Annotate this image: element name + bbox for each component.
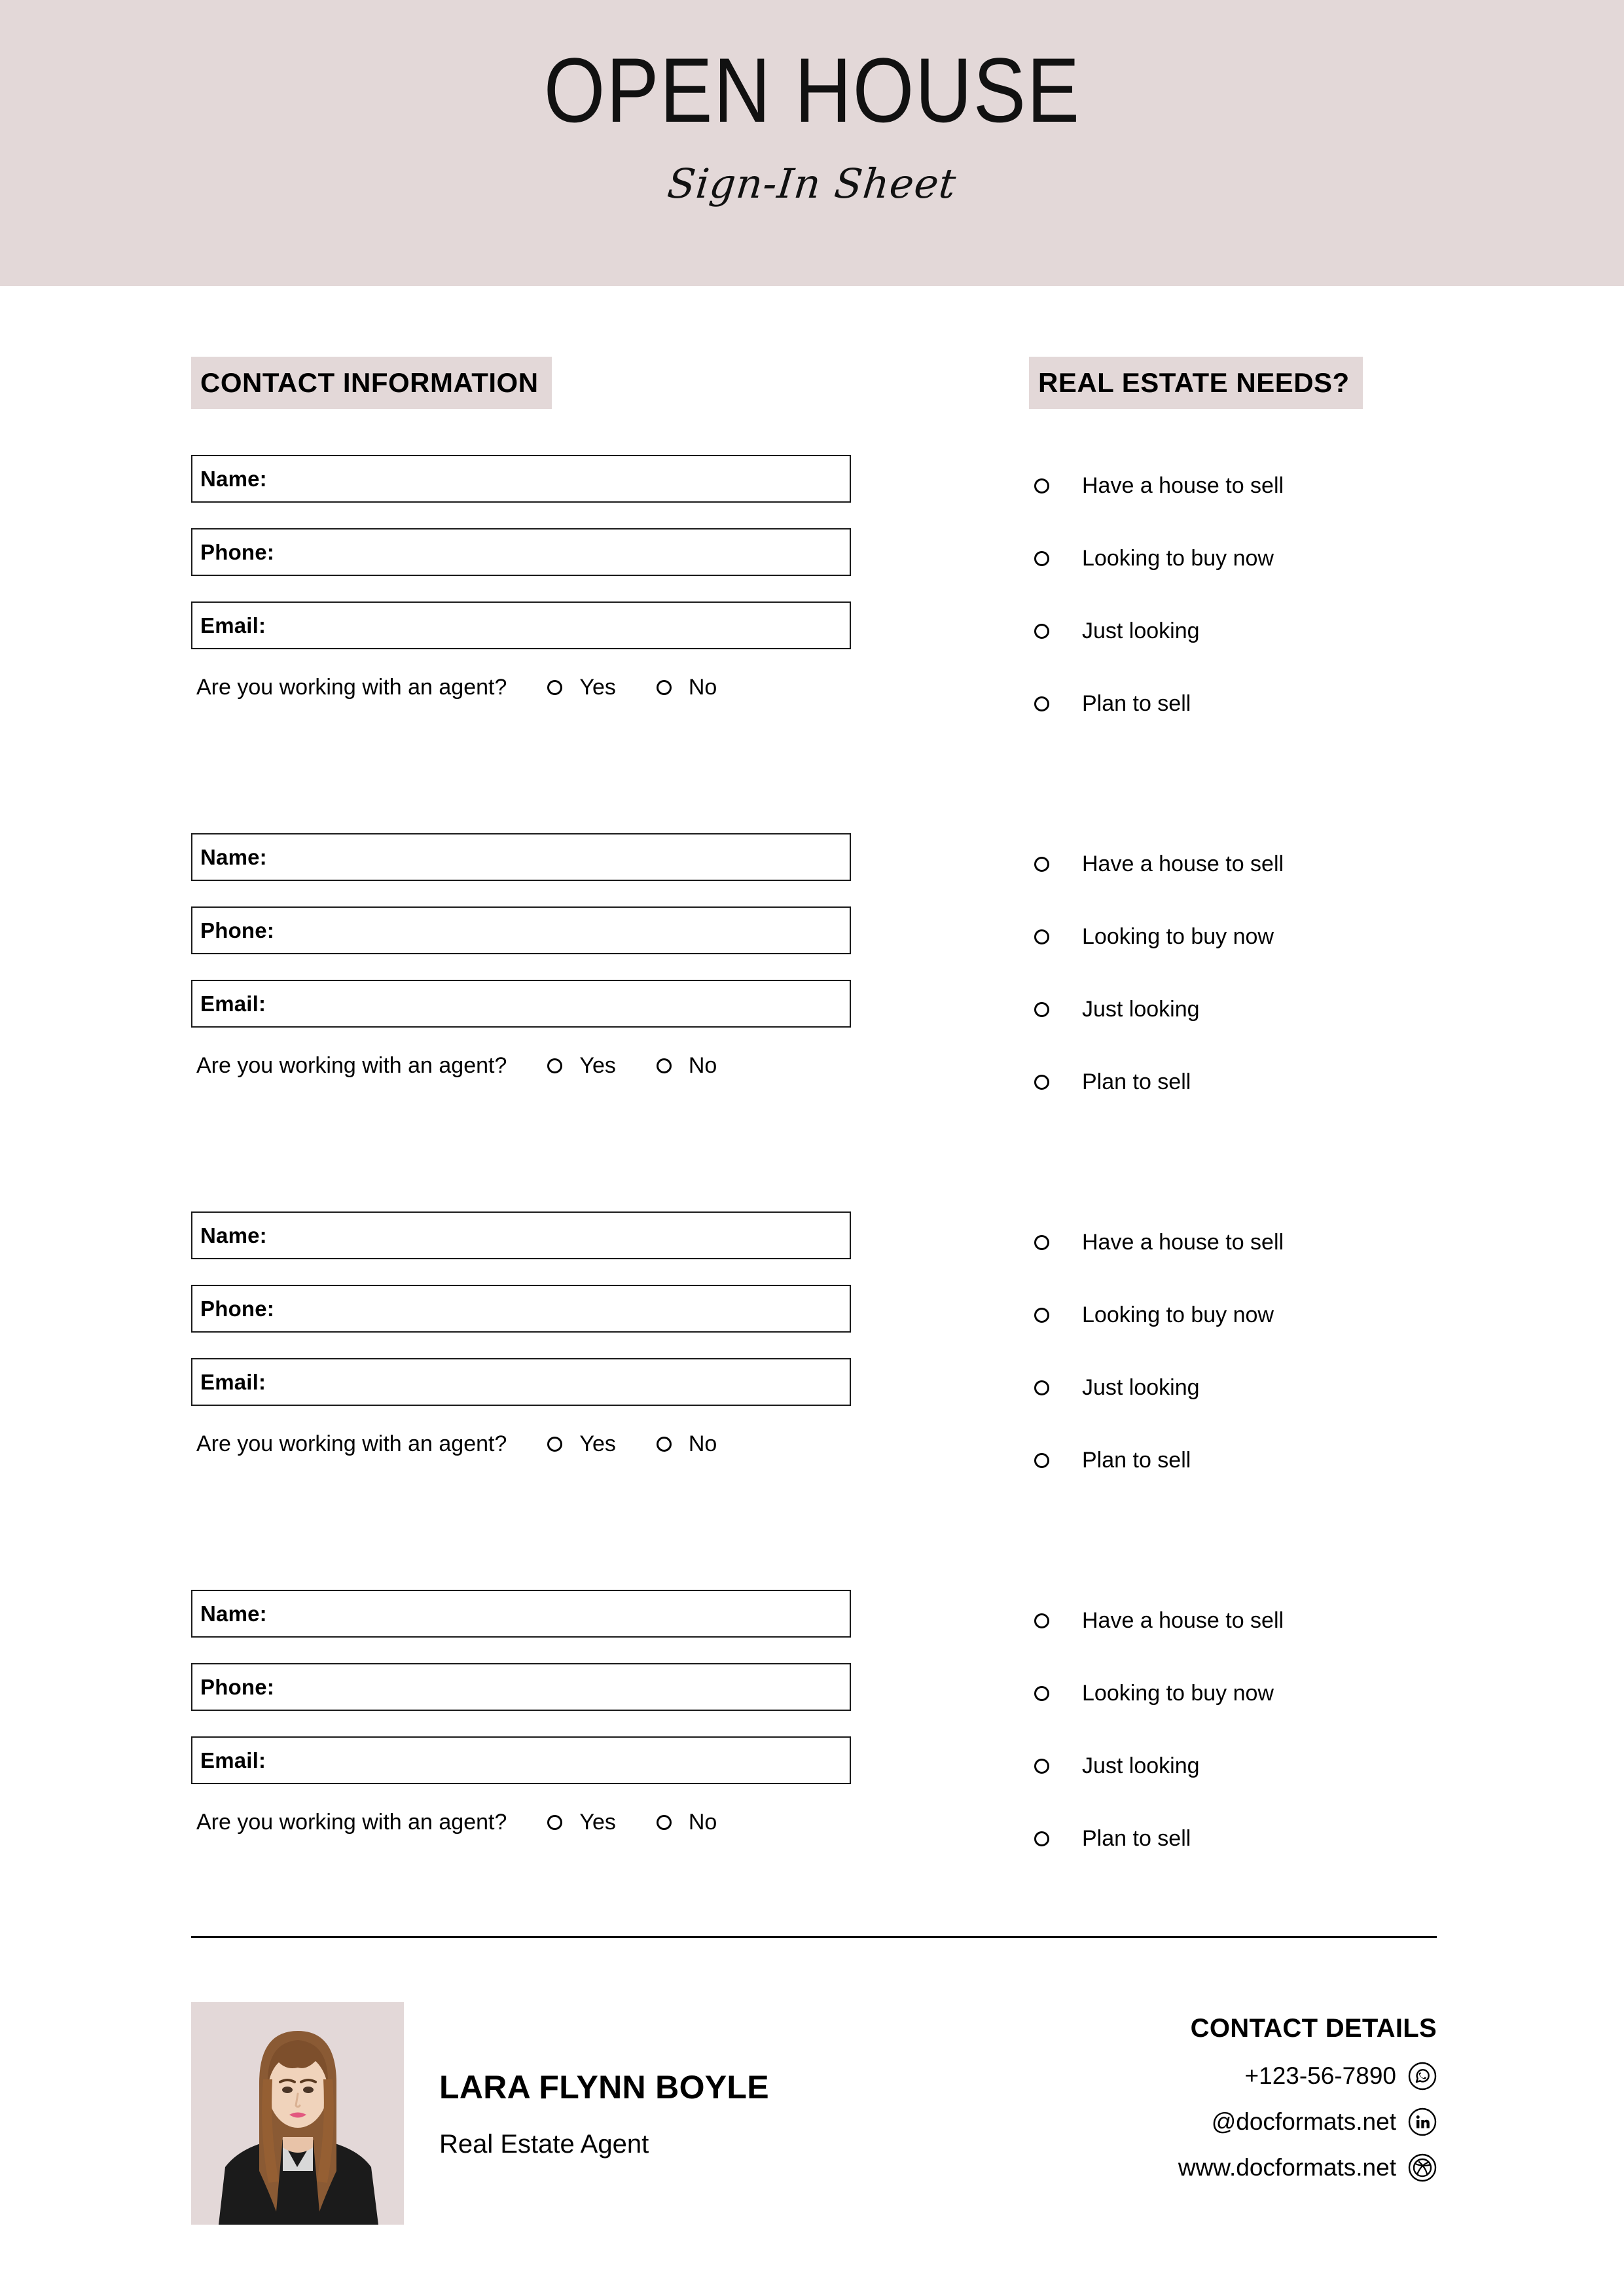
agent-no-label: No — [688, 1810, 717, 1835]
phone-field-3[interactable] — [191, 1285, 851, 1333]
email-label: Email: — [200, 991, 266, 1016]
section-heading-real-estate-needs: REAL ESTATE NEEDS? — [1029, 357, 1363, 409]
contact-details — [1178, 2014, 1437, 2182]
need-option-2-2[interactable] — [1034, 901, 1492, 973]
need-option-4-2[interactable] — [1034, 1657, 1492, 1730]
footer-divider — [191, 1936, 1437, 1938]
need-option-1-2[interactable] — [1034, 522, 1492, 595]
radio-circle-icon[interactable] — [1034, 1759, 1049, 1774]
email-field-1[interactable] — [191, 601, 851, 649]
agent-no-option-2[interactable] — [657, 1053, 717, 1079]
radio-circle-icon[interactable] — [547, 680, 562, 695]
agent-yes-option-1[interactable] — [547, 675, 615, 700]
whatsapp-icon[interactable] — [1408, 2062, 1437, 2090]
linkedin-icon[interactable] — [1408, 2108, 1437, 2136]
name-label: Name: — [200, 466, 267, 491]
agent-question-row-4 — [191, 1810, 851, 1835]
contact-handle-row[interactable] — [1178, 2108, 1437, 2136]
radio-circle-icon[interactable] — [1034, 624, 1049, 639]
agent-question-label: Are you working with an agent? — [196, 1431, 507, 1456]
contact-phone-row[interactable] — [1178, 2062, 1437, 2090]
page-subtitle: Sign-In Sheet — [665, 160, 959, 207]
radio-circle-icon[interactable] — [657, 1437, 672, 1452]
phone-label: Phone: — [200, 1296, 275, 1321]
page-footer — [0, 1988, 1624, 2263]
email-label: Email: — [200, 1748, 266, 1772]
radio-circle-icon[interactable] — [1034, 1002, 1049, 1017]
radio-circle-icon[interactable] — [657, 1815, 672, 1830]
contact-phone-text: +123-56-7890 — [1244, 2062, 1396, 2089]
email-label: Email: — [200, 1369, 266, 1394]
needs-group-1 — [1034, 450, 1492, 740]
name-field-1[interactable] — [191, 455, 851, 503]
agent-yes-option-2[interactable] — [547, 1053, 615, 1079]
dribbble-icon[interactable] — [1408, 2153, 1437, 2182]
need-option-label: Just looking — [1082, 1375, 1200, 1400]
contact-group-3 — [191, 1211, 851, 1457]
need-option-label: Have a house to sell — [1082, 1608, 1284, 1633]
phone-label: Phone: — [200, 539, 275, 564]
radio-circle-icon[interactable] — [1034, 1831, 1049, 1846]
radio-circle-icon[interactable] — [1034, 696, 1049, 711]
radio-circle-icon[interactable] — [1034, 1686, 1049, 1701]
agent-info — [439, 2068, 769, 2159]
need-option-1-1[interactable] — [1034, 450, 1492, 522]
need-option-label: Looking to buy now — [1082, 546, 1274, 571]
need-option-label: Looking to buy now — [1082, 1302, 1274, 1327]
agent-question-label: Are you working with an agent? — [196, 675, 507, 700]
agent-yes-option-4[interactable] — [547, 1810, 615, 1835]
need-option-2-3[interactable] — [1034, 973, 1492, 1046]
contact-details-title: CONTACT DETAILS — [1190, 2014, 1437, 2043]
radio-circle-icon[interactable] — [547, 1815, 562, 1830]
phone-label: Phone: — [200, 1674, 275, 1699]
agent-yes-label: Yes — [579, 1431, 616, 1456]
agent-yes-option-3[interactable] — [547, 1431, 615, 1457]
radio-circle-icon[interactable] — [1034, 1235, 1049, 1250]
email-field-2[interactable] — [191, 980, 851, 1028]
phone-label: Phone: — [200, 918, 275, 942]
needs-group-2 — [1034, 828, 1492, 1119]
agent-question-label: Are you working with an agent? — [196, 1810, 507, 1835]
need-option-label: Looking to buy now — [1082, 924, 1274, 949]
agent-no-option-4[interactable] — [657, 1810, 717, 1835]
need-option-1-3[interactable] — [1034, 595, 1492, 668]
radio-circle-icon[interactable] — [1034, 1380, 1049, 1395]
needs-group-3 — [1034, 1206, 1492, 1497]
agent-name: LARA FLYNN BOYLE — [439, 2068, 769, 2106]
agent-question-row-2 — [191, 1053, 851, 1079]
sheet-body — [0, 286, 1624, 2296]
radio-circle-icon[interactable] — [1034, 1308, 1049, 1323]
radio-circle-icon[interactable] — [657, 1058, 672, 1073]
need-option-label: Just looking — [1082, 1753, 1200, 1778]
radio-circle-icon[interactable] — [547, 1437, 562, 1452]
name-label: Name: — [200, 1601, 267, 1626]
need-option-3-4[interactable] — [1034, 1424, 1492, 1497]
need-option-label: Looking to buy now — [1082, 1681, 1274, 1706]
radio-circle-icon[interactable] — [1034, 478, 1049, 493]
radio-circle-icon[interactable] — [547, 1058, 562, 1073]
agent-question-row-3 — [191, 1431, 851, 1457]
name-label: Name: — [200, 844, 267, 869]
contact-group-1 — [191, 455, 851, 700]
agent-question-row-1 — [191, 675, 851, 700]
need-option-3-3[interactable] — [1034, 1352, 1492, 1424]
need-option-4-3[interactable] — [1034, 1730, 1492, 1803]
need-option-label: Have a house to sell — [1082, 1230, 1284, 1255]
page-header — [0, 0, 1624, 286]
need-option-4-1[interactable] — [1034, 1585, 1492, 1657]
email-label: Email: — [200, 613, 266, 637]
name-field-4[interactable] — [191, 1590, 851, 1638]
agent-yes-label: Yes — [579, 1810, 616, 1835]
radio-circle-icon[interactable] — [1034, 1075, 1049, 1090]
agent-no-label: No — [688, 1431, 717, 1456]
need-option-2-4[interactable] — [1034, 1046, 1492, 1119]
phone-field-4[interactable] — [191, 1663, 851, 1711]
name-label: Name: — [200, 1223, 267, 1247]
agent-no-option-1[interactable] — [657, 675, 717, 700]
need-option-3-2[interactable] — [1034, 1279, 1492, 1352]
section-heading-contact-information: CONTACT INFORMATION — [191, 357, 552, 409]
need-option-label: Plan to sell — [1082, 691, 1191, 716]
need-option-label: Just looking — [1082, 619, 1200, 643]
name-field-3[interactable] — [191, 1211, 851, 1259]
need-option-4-4[interactable] — [1034, 1803, 1492, 1875]
agent-card — [191, 2002, 769, 2225]
contact-website-row[interactable] — [1178, 2153, 1437, 2182]
agent-question-label: Are you working with an agent? — [196, 1053, 507, 1078]
email-field-4[interactable] — [191, 1736, 851, 1784]
need-option-label: Just looking — [1082, 997, 1200, 1022]
need-option-label: Have a house to sell — [1082, 473, 1284, 498]
need-option-label: Plan to sell — [1082, 1448, 1191, 1473]
need-option-3-1[interactable] — [1034, 1206, 1492, 1279]
need-option-label: Plan to sell — [1082, 1069, 1191, 1094]
radio-circle-icon[interactable] — [1034, 1613, 1049, 1628]
need-option-2-1[interactable] — [1034, 828, 1492, 901]
agent-role: Real Estate Agent — [439, 2129, 649, 2159]
agent-no-label: No — [688, 1053, 717, 1078]
need-option-label: Have a house to sell — [1082, 852, 1284, 876]
phone-field-2[interactable] — [191, 906, 851, 954]
radio-circle-icon[interactable] — [1034, 929, 1049, 944]
agent-no-option-3[interactable] — [657, 1431, 717, 1457]
email-field-3[interactable] — [191, 1358, 851, 1406]
name-field-2[interactable] — [191, 833, 851, 881]
need-option-1-4[interactable] — [1034, 668, 1492, 740]
need-option-label: Plan to sell — [1082, 1826, 1191, 1851]
radio-circle-icon[interactable] — [657, 680, 672, 695]
radio-circle-icon[interactable] — [1034, 1453, 1049, 1468]
agent-no-label: No — [688, 675, 717, 700]
radio-circle-icon[interactable] — [1034, 857, 1049, 872]
contact-group-4 — [191, 1590, 851, 1835]
agent-yes-label: Yes — [579, 675, 616, 700]
contact-group-2 — [191, 833, 851, 1079]
contact-handle-text: @docformats.net — [1211, 2108, 1396, 2135]
needs-group-4 — [1034, 1585, 1492, 1875]
contact-website-text: www.docformats.net — [1178, 2154, 1396, 2181]
radio-circle-icon[interactable] — [1034, 551, 1049, 566]
page-title: OPEN HOUSE — [543, 39, 1081, 141]
agent-portrait-photo — [191, 2002, 404, 2225]
agent-yes-label: Yes — [579, 1053, 616, 1078]
phone-field-1[interactable] — [191, 528, 851, 576]
